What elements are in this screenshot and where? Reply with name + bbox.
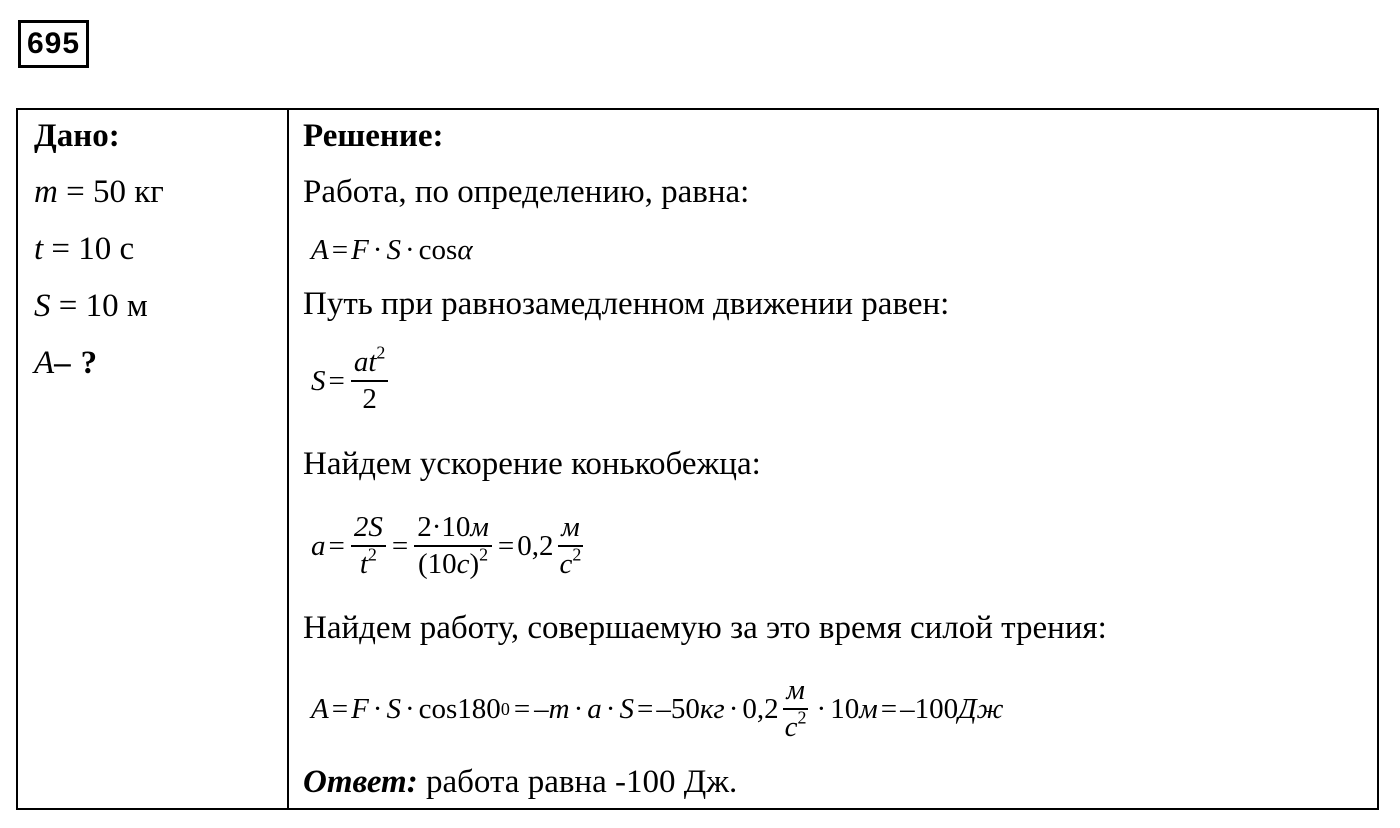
formula-number: 0,2 (742, 692, 779, 725)
formula-work-definition (311, 232, 473, 268)
formula-number: –50 (656, 692, 700, 725)
unit: с (784, 711, 798, 743)
unit: м (561, 511, 580, 543)
unit: м (786, 674, 805, 706)
formula-unit-fraction (782, 676, 810, 742)
unknown-question: ? (80, 345, 98, 381)
formula-acceleration (311, 500, 587, 592)
given-time (34, 229, 279, 286)
formula-symbol: a (587, 692, 602, 725)
answer-label: Ответ: (303, 764, 418, 800)
exponent: 2 (797, 707, 807, 728)
unknown-dash: – (54, 345, 71, 381)
formula-symbol: S (311, 364, 326, 397)
formula-equals: = (391, 529, 409, 562)
formula-equals: = (331, 692, 349, 725)
unit: м (470, 511, 489, 543)
formula-symbol: S (386, 233, 401, 266)
formula-equals: = (331, 233, 349, 266)
solution-line-friction-work: Найдем работу, совершаемую за это время силой трения: (303, 610, 1107, 646)
unit: Дж (958, 692, 1004, 725)
fraction-numerator: at (353, 346, 377, 378)
formula-symbol: –m (534, 692, 570, 725)
formula-symbol: S (619, 692, 634, 725)
unit: кг (699, 692, 725, 725)
formula-result: –100 (900, 692, 959, 725)
formula-fraction (414, 513, 492, 579)
column-divider (287, 108, 289, 810)
formula-fraction (351, 342, 389, 415)
solution-line-work-definition: Работа, по определению, равна: (303, 174, 750, 210)
exponent: 2 (572, 544, 582, 565)
formula-symbol: S (386, 692, 401, 725)
formula-equals: = (513, 692, 531, 725)
formula-symbol: F (351, 233, 369, 266)
formula-equals: = (880, 692, 898, 725)
answer-line (303, 762, 737, 802)
formula-symbol: α (457, 233, 473, 266)
time-value: = 10 с (51, 231, 135, 267)
formula-symbol: A (311, 692, 329, 725)
mass-var: m (34, 174, 58, 210)
formula-path (311, 338, 391, 424)
formula-equals: = (328, 364, 345, 397)
given-unknown (34, 343, 279, 400)
fraction-denominator: (10 (417, 548, 457, 580)
unit: м (859, 692, 878, 725)
paren: ) (469, 548, 480, 580)
problem-number: 695 (18, 20, 89, 68)
formula-fraction (351, 513, 386, 579)
solution-heading: Решение: (303, 118, 444, 154)
given-heading: Дано: (34, 118, 120, 154)
solution-line-path: Путь при равнозамедленном движении равен: (303, 286, 950, 322)
fraction-numerator: 2·10 (417, 511, 471, 543)
formula-symbol: a (311, 529, 326, 562)
formula-friction-work: A = F · S · cos180 0 = –m · a · S = –50 кг · 0,2 $\frac{м}{с^2}$ · 10 м = –100 Дж (311, 674, 1004, 743)
unit: с (559, 548, 573, 580)
formula-dot: · (372, 233, 383, 266)
exponent: 2 (479, 544, 489, 565)
formula-unit-fraction (557, 513, 585, 579)
time-var: t (34, 231, 44, 267)
formula-result: 0,2 (517, 529, 554, 562)
fraction-denominator: 2 (362, 383, 377, 415)
work-var: A (34, 345, 55, 381)
given-distance (34, 286, 279, 343)
formula-symbol: F (351, 692, 369, 725)
formula-function: cos180 (418, 692, 501, 725)
distance-var: S (34, 288, 51, 324)
solution-line-acceleration: Найдем ускорение конькобежца: (303, 446, 761, 482)
fraction-numerator: 2S (353, 511, 383, 543)
formula-equals: = (497, 529, 515, 562)
formula-function: cos (418, 233, 458, 266)
mass-value: = 50 кг (66, 174, 164, 210)
formula-equals: = (328, 529, 345, 562)
unit: с (456, 548, 470, 580)
fraction-denominator: t (359, 548, 368, 580)
distance-value: = 10 м (58, 288, 148, 324)
formula-number: 10 (830, 692, 860, 725)
answer-text: работа равна -100 Дж. (425, 764, 738, 800)
given-column (34, 116, 279, 400)
formula-symbol: A (311, 233, 329, 266)
formula-equals: = (636, 692, 654, 725)
given-mass (34, 172, 279, 229)
exponent: 2 (376, 342, 386, 363)
formula-dot: · (404, 233, 415, 266)
exponent: 2 (367, 544, 377, 565)
